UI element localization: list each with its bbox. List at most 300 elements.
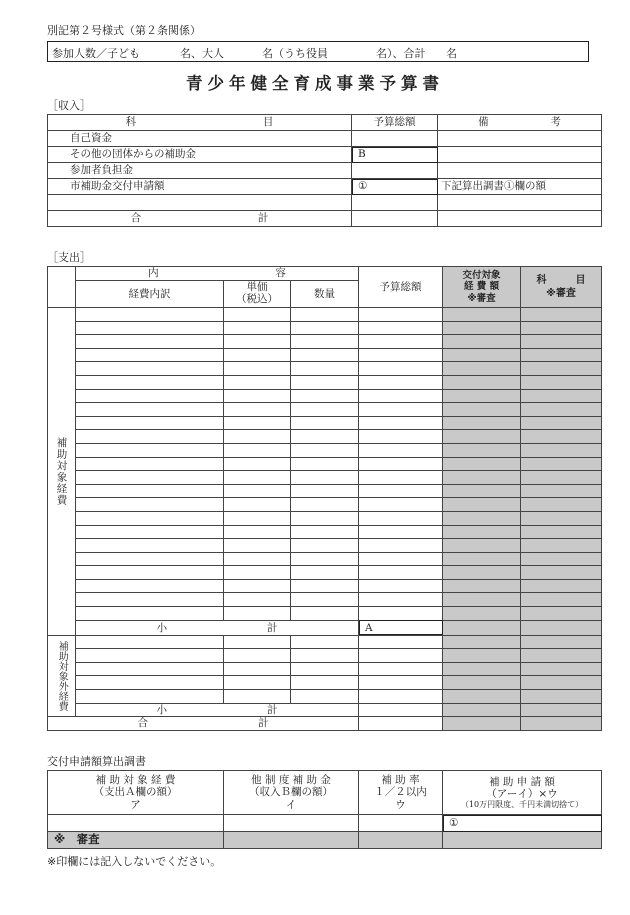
subject-cell bbox=[521, 539, 602, 553]
budget-total-cell[interactable] bbox=[359, 335, 443, 349]
expense-row bbox=[48, 593, 602, 607]
grant-amount-cell bbox=[443, 511, 521, 525]
unit-price-cell[interactable] bbox=[224, 690, 291, 704]
expense-breakdown-cell[interactable] bbox=[76, 676, 224, 690]
subject-cell bbox=[521, 416, 602, 430]
quantity-cell[interactable] bbox=[291, 566, 359, 580]
subject-cell bbox=[521, 716, 602, 730]
calc-review-cell bbox=[443, 832, 602, 849]
budget-total-cell[interactable] bbox=[359, 457, 443, 471]
calc-col1-line1: 補 助 対 象 経 費 bbox=[95, 774, 176, 787]
income-row bbox=[48, 163, 602, 179]
subject-cell bbox=[521, 703, 602, 716]
expense-row bbox=[48, 443, 602, 457]
eligible-subtotal-a[interactable]: A bbox=[359, 620, 443, 635]
income-remark[interactable] bbox=[438, 195, 602, 211]
calc-col4-line1: 補 助 申 請 額 bbox=[489, 775, 555, 788]
budget-total-cell[interactable] bbox=[359, 362, 443, 376]
calc-other-grant-value[interactable] bbox=[224, 815, 359, 832]
subject-cell bbox=[521, 362, 602, 376]
quantity-cell[interactable] bbox=[291, 525, 359, 539]
grant-header-line3: ※審査 bbox=[467, 292, 496, 304]
budget-total-cell[interactable] bbox=[359, 593, 443, 607]
unit-price-cell[interactable] bbox=[224, 498, 291, 512]
subject-cell bbox=[521, 335, 602, 349]
expense-header-subject bbox=[521, 267, 602, 308]
grant-amount-cell bbox=[443, 607, 521, 621]
expense-header-content-left: 内 bbox=[148, 267, 159, 280]
grant-amount-cell bbox=[443, 703, 521, 716]
calc-header-eligible bbox=[48, 771, 224, 815]
subject-cell bbox=[521, 471, 602, 485]
budget-total-cell[interactable] bbox=[359, 403, 443, 417]
expense-row bbox=[48, 635, 602, 649]
quantity-cell[interactable] bbox=[291, 471, 359, 485]
grant-amount-cell bbox=[443, 649, 521, 663]
ineligible-subtotal-label bbox=[76, 703, 359, 716]
expense-row bbox=[48, 676, 602, 690]
grant-amount-cell bbox=[443, 676, 521, 690]
subject-cell bbox=[521, 457, 602, 471]
subject-cell bbox=[521, 607, 602, 621]
expense-row bbox=[48, 362, 602, 376]
expense-breakdown-cell[interactable] bbox=[76, 348, 224, 362]
budget-total-cell[interactable] bbox=[359, 389, 443, 403]
subject-header-right: 目 bbox=[575, 275, 586, 286]
quantity-cell[interactable] bbox=[291, 498, 359, 512]
budget-total-cell[interactable] bbox=[359, 579, 443, 593]
ineligible-expense-label: 補助対象外経費 bbox=[48, 635, 76, 716]
page-title: 青少年健全育成事業予算書 bbox=[186, 74, 444, 93]
budget-total-cell[interactable] bbox=[359, 662, 443, 676]
grant-amount-cell bbox=[443, 430, 521, 444]
expense-breakdown-cell[interactable] bbox=[76, 416, 224, 430]
unit-price-cell[interactable] bbox=[224, 539, 291, 553]
subject-cell bbox=[521, 676, 602, 690]
expense-row bbox=[48, 566, 602, 580]
expense-breakdown-cell[interactable] bbox=[76, 443, 224, 457]
subject-cell bbox=[521, 635, 602, 649]
budget-total-cell[interactable] bbox=[359, 676, 443, 690]
income-header-subject-right: 目 bbox=[262, 116, 274, 129]
quantity-cell[interactable] bbox=[291, 662, 359, 676]
expense-breakdown-cell[interactable] bbox=[76, 389, 224, 403]
income-row bbox=[48, 179, 602, 195]
grant-amount-cell bbox=[443, 566, 521, 580]
participants-unit-total: 名 bbox=[446, 47, 457, 60]
unit-price-cell[interactable] bbox=[224, 375, 291, 389]
subject-cell bbox=[521, 690, 602, 704]
income-row bbox=[48, 195, 602, 211]
expense-row bbox=[48, 662, 602, 676]
income-item: 自己資金 bbox=[48, 131, 352, 147]
budget-total-cell[interactable] bbox=[359, 552, 443, 566]
quantity-cell[interactable] bbox=[291, 362, 359, 376]
ineligible-subtotal-amount[interactable] bbox=[359, 703, 443, 716]
grant-amount-cell bbox=[443, 335, 521, 349]
total-right: 計 bbox=[258, 717, 269, 730]
unit-price-cell[interactable] bbox=[224, 552, 291, 566]
quantity-cell[interactable] bbox=[291, 375, 359, 389]
expense-breakdown-cell[interactable] bbox=[76, 566, 224, 580]
expense-row bbox=[48, 607, 602, 621]
quantity-cell[interactable] bbox=[291, 552, 359, 566]
budget-total-cell[interactable] bbox=[359, 607, 443, 621]
expense-breakdown-cell[interactable] bbox=[76, 649, 224, 663]
subject-cell bbox=[521, 579, 602, 593]
subtotal-left: 小 bbox=[156, 703, 168, 716]
expense-header-content bbox=[76, 267, 359, 281]
expense-row bbox=[48, 375, 602, 389]
expense-row bbox=[48, 348, 602, 362]
budget-total-cell[interactable] bbox=[359, 308, 443, 322]
income-amount[interactable] bbox=[352, 163, 438, 179]
income-header-remarks bbox=[438, 115, 602, 131]
grant-amount-cell bbox=[443, 471, 521, 485]
expense-row bbox=[48, 457, 602, 471]
grant-amount-cell bbox=[443, 362, 521, 376]
unit-price-cell[interactable] bbox=[224, 430, 291, 444]
budget-total-cell[interactable] bbox=[359, 471, 443, 485]
participants-box bbox=[47, 41, 589, 62]
unit-price-cell[interactable] bbox=[224, 566, 291, 580]
expense-row bbox=[48, 690, 602, 704]
income-header-remarks-left: 備 bbox=[478, 116, 489, 129]
calc-col1-line3: ア bbox=[130, 798, 141, 811]
quantity-cell[interactable] bbox=[291, 484, 359, 498]
expense-header-unit-price bbox=[224, 281, 291, 308]
unit-price-label: 単価 bbox=[246, 281, 268, 294]
unit-price-cell[interactable] bbox=[224, 579, 291, 593]
grant-amount-cell bbox=[443, 525, 521, 539]
subject-cell bbox=[521, 403, 602, 417]
subject-cell bbox=[521, 348, 602, 362]
budget-total-cell[interactable] bbox=[359, 539, 443, 553]
grant-amount-cell bbox=[443, 403, 521, 417]
unit-price-cell[interactable] bbox=[224, 676, 291, 690]
calc-col4-line2: （アーイ）×ウ bbox=[486, 787, 558, 800]
expense-section-label: ［支出］ bbox=[47, 251, 91, 264]
grant-amount-cell bbox=[443, 389, 521, 403]
unit-price-cell[interactable] bbox=[224, 635, 291, 649]
expense-row bbox=[48, 389, 602, 403]
subject-cell bbox=[521, 566, 602, 580]
income-row bbox=[48, 131, 602, 147]
grant-amount-cell bbox=[443, 457, 521, 471]
calc-header-rate bbox=[359, 771, 443, 815]
income-amount[interactable] bbox=[352, 131, 438, 147]
unit-price-cell[interactable] bbox=[224, 484, 291, 498]
unit-price-cell[interactable] bbox=[224, 308, 291, 322]
expense-total-amount[interactable] bbox=[359, 716, 443, 730]
quantity-cell[interactable] bbox=[291, 403, 359, 417]
footnote: ※印欄には記入しないでください。 bbox=[47, 855, 222, 868]
income-amount[interactable] bbox=[352, 195, 438, 211]
income-item: 参加者負担金 bbox=[48, 163, 352, 179]
expense-header-total: 予算総額 bbox=[359, 267, 443, 308]
income-item: その他の団体からの補助金 bbox=[48, 147, 352, 163]
quantity-cell[interactable] bbox=[291, 649, 359, 663]
expense-breakdown-cell[interactable] bbox=[76, 321, 224, 335]
quantity-cell[interactable] bbox=[291, 539, 359, 553]
expense-breakdown-cell[interactable] bbox=[76, 375, 224, 389]
expense-table bbox=[47, 266, 602, 731]
income-section-label: ［収入］ bbox=[47, 99, 91, 112]
budget-total-cell[interactable] bbox=[359, 443, 443, 457]
expense-row bbox=[48, 649, 602, 663]
unit-price-cell[interactable] bbox=[224, 593, 291, 607]
grant-amount-cell bbox=[443, 308, 521, 322]
expense-row bbox=[48, 579, 602, 593]
subject-cell bbox=[521, 375, 602, 389]
income-remark[interactable] bbox=[438, 147, 602, 163]
eligible-expense-label: 補助対象経費 bbox=[48, 308, 76, 636]
unit-price-cell[interactable] bbox=[224, 443, 291, 457]
quantity-cell[interactable] bbox=[291, 430, 359, 444]
grant-amount-cell bbox=[443, 348, 521, 362]
income-row bbox=[48, 147, 602, 163]
income-table bbox=[47, 114, 602, 227]
budget-total-cell[interactable] bbox=[359, 511, 443, 525]
calc-request-value[interactable]: ① bbox=[443, 815, 602, 832]
unit-price-cell[interactable] bbox=[224, 389, 291, 403]
subject-cell bbox=[521, 525, 602, 539]
expense-row bbox=[48, 308, 602, 322]
grant-header-line2: 経 費 額 bbox=[463, 281, 500, 293]
calc-col4-line3: （10万円限度、千円未満切捨て） bbox=[460, 799, 584, 809]
income-header-subject-left: 科 bbox=[125, 116, 137, 129]
unit-price-cell[interactable] bbox=[224, 471, 291, 485]
quantity-cell[interactable] bbox=[291, 593, 359, 607]
grant-amount-cell bbox=[443, 321, 521, 335]
subject-cell bbox=[521, 511, 602, 525]
budget-total-cell[interactable] bbox=[359, 348, 443, 362]
quantity-cell[interactable] bbox=[291, 335, 359, 349]
income-total-left: 合 bbox=[130, 212, 142, 225]
expense-breakdown-cell[interactable] bbox=[76, 403, 224, 417]
calc-header-request bbox=[443, 771, 602, 815]
expense-breakdown-cell[interactable] bbox=[76, 335, 224, 349]
grant-header-line1: 交付対象 bbox=[462, 269, 501, 281]
calc-col1-line2: （支出Ａ欄の額） bbox=[93, 786, 178, 799]
grant-amount-cell bbox=[443, 635, 521, 649]
expense-row bbox=[48, 484, 602, 498]
expense-breakdown-cell[interactable] bbox=[76, 552, 224, 566]
unit-price-cell[interactable] bbox=[224, 607, 291, 621]
unit-price-cell[interactable] bbox=[224, 662, 291, 676]
income-amount-b[interactable]: B bbox=[352, 147, 438, 163]
unit-price-cell[interactable] bbox=[224, 511, 291, 525]
unit-price-cell[interactable] bbox=[224, 362, 291, 376]
unit-price-cell[interactable] bbox=[224, 525, 291, 539]
income-remark[interactable] bbox=[438, 163, 602, 179]
calc-review-cell bbox=[359, 832, 443, 849]
unit-price-cell[interactable] bbox=[224, 335, 291, 349]
expense-breakdown-cell[interactable] bbox=[76, 362, 224, 376]
quantity-cell[interactable] bbox=[291, 635, 359, 649]
expense-breakdown-cell[interactable] bbox=[76, 539, 224, 553]
unit-price-cell[interactable] bbox=[224, 403, 291, 417]
income-remark[interactable]: 下記算出調書①欄の額 bbox=[438, 179, 602, 195]
quantity-cell[interactable] bbox=[291, 511, 359, 525]
expense-row bbox=[48, 335, 602, 349]
income-item[interactable] bbox=[48, 195, 352, 211]
quantity-cell[interactable] bbox=[291, 416, 359, 430]
budget-total-cell[interactable] bbox=[359, 430, 443, 444]
expense-row bbox=[48, 525, 602, 539]
calc-rate-value[interactable] bbox=[359, 815, 443, 832]
participants-unit-adults: 名（うち役員 bbox=[262, 47, 328, 60]
calc-col2-line3: イ bbox=[285, 798, 297, 811]
eligible-subtotal-label bbox=[76, 620, 359, 635]
expense-breakdown-cell[interactable] bbox=[76, 471, 224, 485]
budget-total-cell[interactable] bbox=[359, 690, 443, 704]
grant-amount-cell bbox=[443, 620, 521, 635]
grant-amount-cell bbox=[443, 579, 521, 593]
income-header-remarks-right: 考 bbox=[550, 116, 561, 129]
income-amount-1[interactable]: ① bbox=[352, 179, 438, 195]
expense-row bbox=[48, 321, 602, 335]
calc-col3-line3: ウ bbox=[395, 798, 406, 811]
budget-total-cell[interactable] bbox=[359, 498, 443, 512]
expense-breakdown-cell[interactable] bbox=[76, 430, 224, 444]
unit-price-cell[interactable] bbox=[224, 649, 291, 663]
quantity-cell[interactable] bbox=[291, 690, 359, 704]
subject-cell bbox=[521, 430, 602, 444]
expense-breakdown-cell[interactable] bbox=[76, 607, 224, 621]
grant-amount-cell bbox=[443, 443, 521, 457]
budget-total-cell[interactable] bbox=[359, 635, 443, 649]
budget-total-cell[interactable] bbox=[359, 375, 443, 389]
quantity-cell[interactable] bbox=[291, 579, 359, 593]
expense-header-blank bbox=[48, 267, 76, 308]
expense-total-label bbox=[48, 716, 359, 730]
quantity-cell[interactable] bbox=[291, 607, 359, 621]
subject-cell bbox=[521, 662, 602, 676]
grant-amount-cell bbox=[443, 662, 521, 676]
expense-header-quantity: 数量 bbox=[291, 281, 359, 308]
calc-table bbox=[47, 770, 602, 849]
subtotal-right: 計 bbox=[267, 621, 278, 634]
unit-price-cell[interactable] bbox=[224, 457, 291, 471]
quantity-cell[interactable] bbox=[291, 389, 359, 403]
budget-total-cell[interactable] bbox=[359, 484, 443, 498]
grant-amount-cell bbox=[443, 593, 521, 607]
budget-total-cell[interactable] bbox=[359, 649, 443, 663]
income-remark[interactable] bbox=[438, 131, 602, 147]
subject-cell bbox=[521, 649, 602, 663]
expense-row bbox=[48, 430, 602, 444]
grant-amount-cell bbox=[443, 375, 521, 389]
budget-total-cell[interactable] bbox=[359, 416, 443, 430]
expense-breakdown-cell[interactable] bbox=[76, 498, 224, 512]
expense-breakdown-cell[interactable] bbox=[76, 662, 224, 676]
income-total-amount[interactable] bbox=[352, 211, 438, 227]
expense-breakdown-cell[interactable] bbox=[76, 457, 224, 471]
income-total-label bbox=[48, 211, 352, 227]
expense-row bbox=[48, 416, 602, 430]
subject-header-left: 科 bbox=[536, 275, 547, 286]
expense-breakdown-cell[interactable] bbox=[76, 593, 224, 607]
budget-total-cell[interactable] bbox=[359, 321, 443, 335]
expense-header-content-right: 容 bbox=[275, 267, 286, 280]
income-header-total: 予算総額 bbox=[352, 115, 438, 131]
calc-review-label: ※ 審査 bbox=[48, 832, 224, 849]
tax-included-label: （税込） bbox=[236, 293, 278, 305]
quantity-cell[interactable] bbox=[291, 457, 359, 471]
expense-row bbox=[48, 403, 602, 417]
expense-header-breakdown: 経費内訳 bbox=[76, 281, 224, 308]
budget-total-cell[interactable] bbox=[359, 525, 443, 539]
grant-amount-cell bbox=[443, 716, 521, 730]
unit-price-cell[interactable] bbox=[224, 321, 291, 335]
expense-breakdown-cell[interactable] bbox=[76, 635, 224, 649]
expense-row bbox=[48, 511, 602, 525]
grant-amount-cell bbox=[443, 416, 521, 430]
subject-cell bbox=[521, 308, 602, 322]
expense-breakdown-cell[interactable] bbox=[76, 525, 224, 539]
income-item: 市補助金交付申請額 bbox=[48, 179, 352, 195]
income-total-remark[interactable] bbox=[438, 211, 602, 227]
expense-breakdown-cell[interactable] bbox=[76, 579, 224, 593]
expense-row bbox=[48, 539, 602, 553]
income-header-subject bbox=[48, 115, 352, 131]
calc-col2-line2: （収入Ｂ欄の額） bbox=[249, 786, 333, 799]
calc-col3-line1: 補 助 率 bbox=[381, 774, 420, 787]
grant-amount-cell bbox=[443, 552, 521, 566]
calc-header-other-grant bbox=[224, 771, 359, 815]
subtotal-right: 計 bbox=[267, 703, 278, 716]
unit-price-cell[interactable] bbox=[224, 416, 291, 430]
unit-price-cell[interactable] bbox=[224, 348, 291, 362]
form-number: 別記第２号様式（第２条関係） bbox=[47, 24, 201, 37]
expense-header-grant-amount bbox=[443, 267, 521, 308]
subject-cell bbox=[521, 389, 602, 403]
income-total-right: 計 bbox=[257, 212, 269, 225]
subject-cell bbox=[521, 498, 602, 512]
calc-col3-line2: １／２以内 bbox=[374, 786, 427, 799]
quantity-cell[interactable] bbox=[291, 676, 359, 690]
expense-row bbox=[48, 471, 602, 485]
subject-cell bbox=[521, 552, 602, 566]
expense-row bbox=[48, 552, 602, 566]
calc-col2-line1: 他 制 度 補 助 金 bbox=[251, 774, 331, 787]
subject-cell bbox=[521, 484, 602, 498]
expense-breakdown-cell[interactable] bbox=[76, 308, 224, 322]
budget-total-cell[interactable] bbox=[359, 566, 443, 580]
expense-breakdown-cell[interactable] bbox=[76, 511, 224, 525]
participants-label: 参加人数／子ども bbox=[52, 47, 140, 60]
expense-breakdown-cell[interactable] bbox=[76, 484, 224, 498]
grant-amount-cell bbox=[443, 539, 521, 553]
subject-cell bbox=[521, 443, 602, 457]
quantity-cell[interactable] bbox=[291, 321, 359, 335]
total-left: 合 bbox=[137, 717, 149, 730]
grant-amount-cell bbox=[443, 690, 521, 704]
quantity-cell[interactable] bbox=[291, 308, 359, 322]
subject-cell bbox=[521, 593, 602, 607]
subject-cell bbox=[521, 321, 602, 335]
calc-review-cell bbox=[224, 832, 359, 849]
subject-cell bbox=[521, 620, 602, 635]
expense-row bbox=[48, 498, 602, 512]
quantity-cell[interactable] bbox=[291, 348, 359, 362]
expense-breakdown-cell[interactable] bbox=[76, 690, 224, 704]
calc-eligible-value[interactable] bbox=[48, 815, 224, 832]
grant-amount-cell bbox=[443, 498, 521, 512]
quantity-cell[interactable] bbox=[291, 443, 359, 457]
participants-unit-children: 名、大人 bbox=[180, 47, 224, 60]
